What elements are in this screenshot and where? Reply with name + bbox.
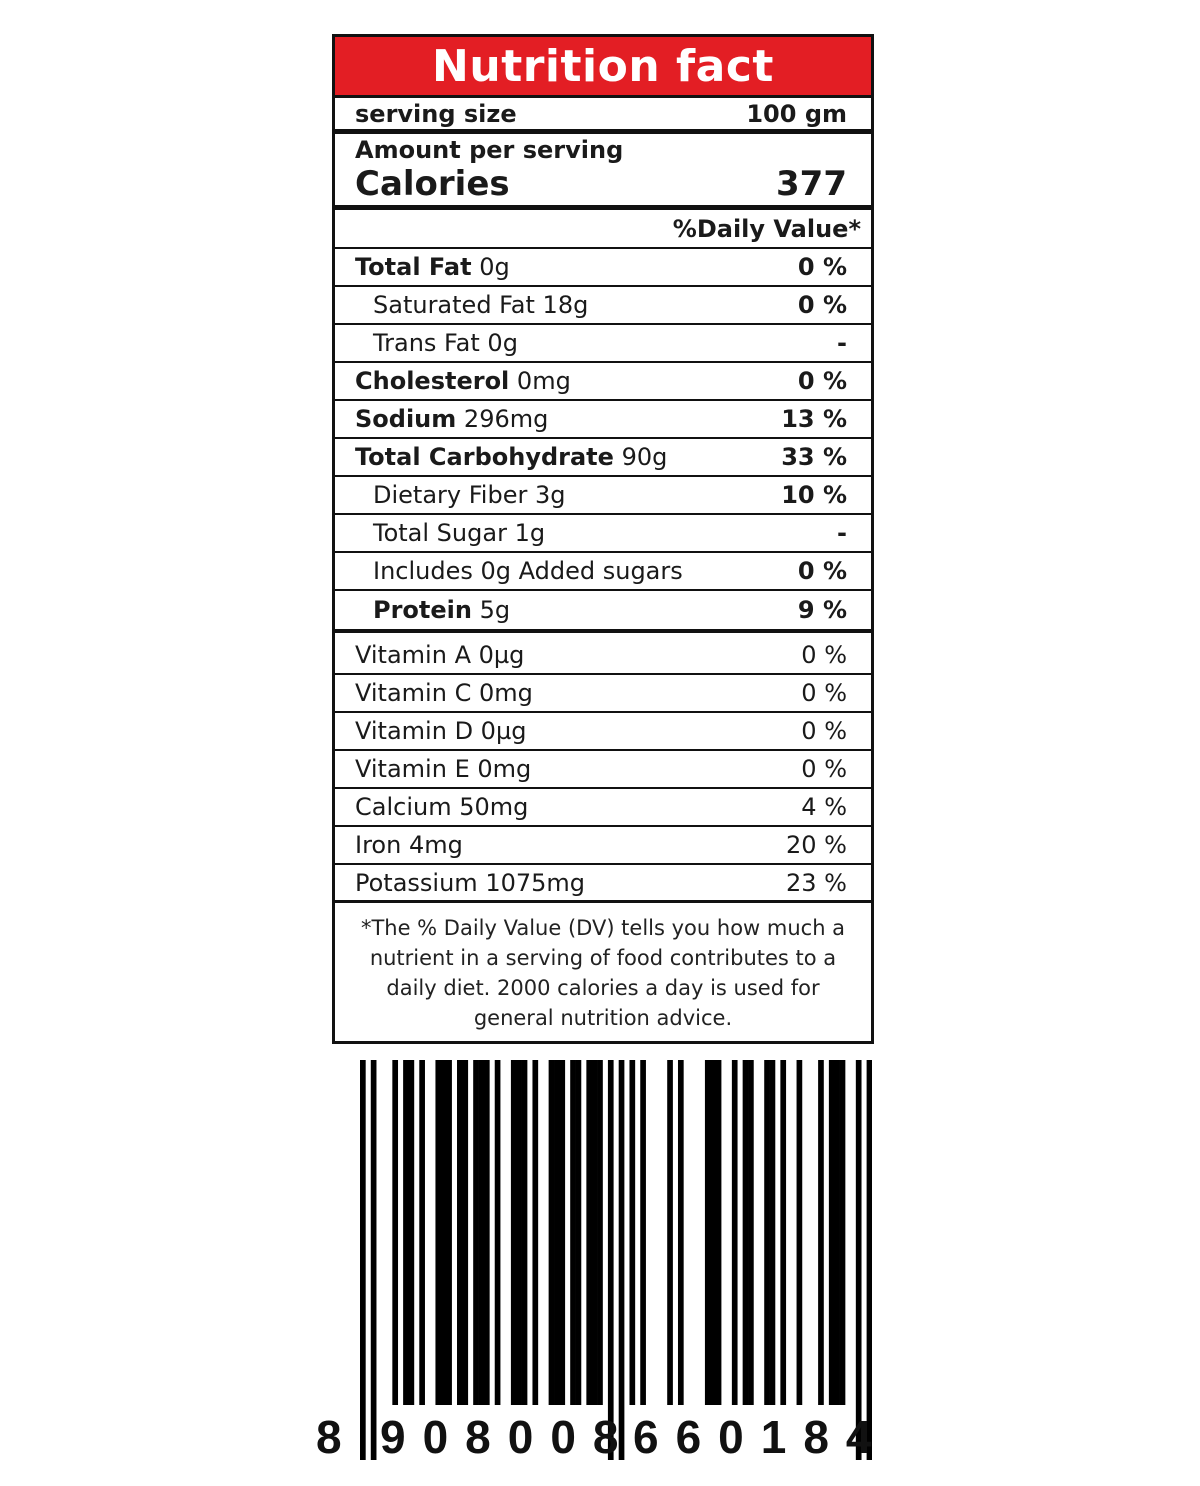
serving-size-row <box>335 98 871 134</box>
nutrient-dv: - <box>837 519 847 547</box>
barcode-bar <box>780 1060 786 1405</box>
nutrient-amount: 18g <box>542 291 589 319</box>
barcode-bar <box>403 1060 409 1405</box>
nutrient-dv: 0 % <box>797 253 847 281</box>
nutrient-row-sodium <box>335 401 871 439</box>
calories-block <box>335 134 871 210</box>
barcode-bar <box>748 1060 754 1405</box>
barcode-bar <box>576 1060 582 1405</box>
nutrient-name: Protein <box>373 596 472 624</box>
nutrient-amount: 5g <box>479 596 511 624</box>
barcode-bar <box>549 1060 555 1405</box>
barcode-bar <box>570 1060 576 1405</box>
nutrient-name: Includes 0g Added sugars <box>373 557 683 585</box>
barcode-bar <box>559 1060 565 1405</box>
vitamin-row-a <box>335 637 871 675</box>
barcode-bar <box>592 1060 598 1405</box>
vitamin-text: Vitamin C 0mg <box>355 679 533 707</box>
barcode-bar <box>678 1060 684 1405</box>
barcode-bar <box>435 1060 441 1405</box>
barcode-bar <box>732 1060 738 1405</box>
barcode-bar <box>743 1060 749 1405</box>
label-title: Nutrition fact <box>335 37 871 98</box>
vitamin-dv: 20 % <box>786 831 847 859</box>
nutrient-amount: 1g <box>514 519 546 547</box>
nutrient-name: Trans Fat <box>373 329 480 357</box>
vitamin-row-c <box>335 675 871 713</box>
barcode-bar <box>770 1060 776 1405</box>
vitamin-dv: 0 % <box>801 679 847 707</box>
barcode-bars <box>360 1060 872 1460</box>
calories-label: Calories <box>355 164 510 204</box>
barcode-bar <box>419 1060 425 1405</box>
nutrient-dv: 0 % <box>797 291 847 319</box>
barcode-bar <box>479 1060 485 1405</box>
vitamin-dv: 0 % <box>801 755 847 783</box>
daily-value-footnote: *The % Daily Value (DV) tells you how much a nutrient in a serving of food contributes to a daily diet. 2000 calories a day is used for general nutrition advice. <box>360 916 846 1030</box>
vitamin-text: Vitamin E 0mg <box>355 755 532 783</box>
barcode-bar <box>710 1060 716 1405</box>
nutrient-amount: 0g <box>487 329 518 357</box>
barcode-bar <box>829 1060 835 1405</box>
nutrient-row-added-sugars <box>335 553 871 591</box>
vitamin-text: Vitamin D 0µg <box>355 717 527 745</box>
vitamin-text: Iron 4mg <box>355 831 463 859</box>
nutrient-row-total-fat <box>335 249 871 287</box>
nutrient-dv: 9 % <box>797 596 847 624</box>
nutrient-row-dietary-fiber <box>335 477 871 515</box>
barcode-bar <box>462 1060 468 1405</box>
vitamin-text: Vitamin A 0µg <box>355 641 525 669</box>
barcode-bar <box>511 1060 517 1405</box>
barcode-left-digits: 908008 <box>380 1411 636 1463</box>
barcode-bar <box>484 1060 490 1405</box>
barcode-bar <box>840 1060 846 1405</box>
barcode-bar <box>619 1060 625 1460</box>
nutrient-dv: 33 % <box>781 443 847 471</box>
vitamin-row-e <box>335 751 871 789</box>
nutrient-amount: 296mg <box>463 405 549 433</box>
barcode-first-digit: 8 <box>316 1411 359 1463</box>
nutrient-dv: 10 % <box>781 481 847 509</box>
barcode-bar <box>516 1060 522 1405</box>
barcode-bar <box>554 1060 560 1405</box>
serving-size-label: serving size <box>355 99 517 128</box>
barcode-bar <box>764 1060 770 1405</box>
barcode-bar <box>532 1060 538 1405</box>
barcode-bar <box>360 1060 366 1460</box>
serving-size-value: 100 gm <box>746 99 847 128</box>
nutrient-row-trans-fat <box>335 325 871 363</box>
mineral-row-potassium <box>335 865 871 903</box>
nutrient-name: Total Fat <box>355 253 472 281</box>
vitamin-text: Calcium 50mg <box>355 793 529 821</box>
calories-value: 377 <box>776 164 847 204</box>
barcode-bar <box>441 1060 447 1405</box>
barcode <box>360 1060 872 1460</box>
vitamin-text: Potassium 1075mg <box>355 868 586 897</box>
daily-value-header: %Daily Value* <box>335 210 871 249</box>
nutrient-name: Total Carbohydrate <box>355 443 614 471</box>
amount-per-serving: Amount per serving <box>355 136 624 164</box>
barcode-bar <box>473 1060 479 1405</box>
barcode-bar <box>597 1060 603 1405</box>
nutrient-amount: 3g <box>534 481 566 509</box>
barcode-bar <box>371 1060 377 1460</box>
nutrient-row-total-carbohydrate <box>335 439 871 477</box>
barcode-bar <box>705 1060 711 1405</box>
nutrient-row-saturated-fat <box>335 287 871 325</box>
nutrient-amount: 0g <box>479 253 510 281</box>
nutrient-name: Cholesterol <box>355 367 510 395</box>
barcode-bar <box>409 1060 415 1405</box>
vitamin-dv: 0 % <box>801 717 847 745</box>
barcode-bar <box>392 1060 398 1405</box>
mineral-row-calcium <box>335 789 871 827</box>
nutrient-row-cholesterol <box>335 363 871 401</box>
nutrient-amount: 90g <box>621 443 668 471</box>
nutrient-dv: 0 % <box>797 557 847 585</box>
nutrient-amount: 0mg <box>516 367 571 395</box>
barcode-bar <box>667 1060 673 1405</box>
nutrient-dv: 13 % <box>781 405 847 433</box>
barcode-bar <box>640 1060 646 1405</box>
nutrient-row-total-sugar <box>335 515 871 553</box>
nutrient-row-protein <box>335 591 871 633</box>
barcode-bar <box>522 1060 528 1405</box>
vitamin-dv: 0 % <box>801 641 847 669</box>
barcode-bar <box>629 1060 635 1405</box>
barcode-bar <box>834 1060 840 1405</box>
nutrient-dv: - <box>837 329 847 357</box>
vitamin-dv: 4 % <box>801 793 847 821</box>
barcode-right-digits: 660184 <box>633 1411 889 1463</box>
barcode-bar <box>446 1060 452 1405</box>
nutrient-name: Sodium <box>355 405 457 433</box>
barcode-bar <box>495 1060 501 1405</box>
barcode-bar <box>856 1060 862 1460</box>
nutrition-label <box>332 34 874 1044</box>
vitamin-row-d <box>335 713 871 751</box>
nutrient-name: Total Sugar <box>373 519 507 547</box>
barcode-bar <box>586 1060 592 1405</box>
barcode-bar <box>457 1060 463 1405</box>
barcode-bar <box>797 1060 803 1405</box>
barcode-bar <box>608 1060 614 1460</box>
mineral-row-iron <box>335 827 871 865</box>
vitamin-dv: 23 % <box>786 868 847 897</box>
barcode-bar <box>867 1060 872 1460</box>
nutrient-name: Saturated Fat <box>373 291 535 319</box>
nutrient-name: Dietary Fiber <box>373 481 528 509</box>
barcode-bar <box>716 1060 722 1405</box>
nutrient-dv: 0 % <box>797 367 847 395</box>
barcode-bar <box>818 1060 824 1405</box>
